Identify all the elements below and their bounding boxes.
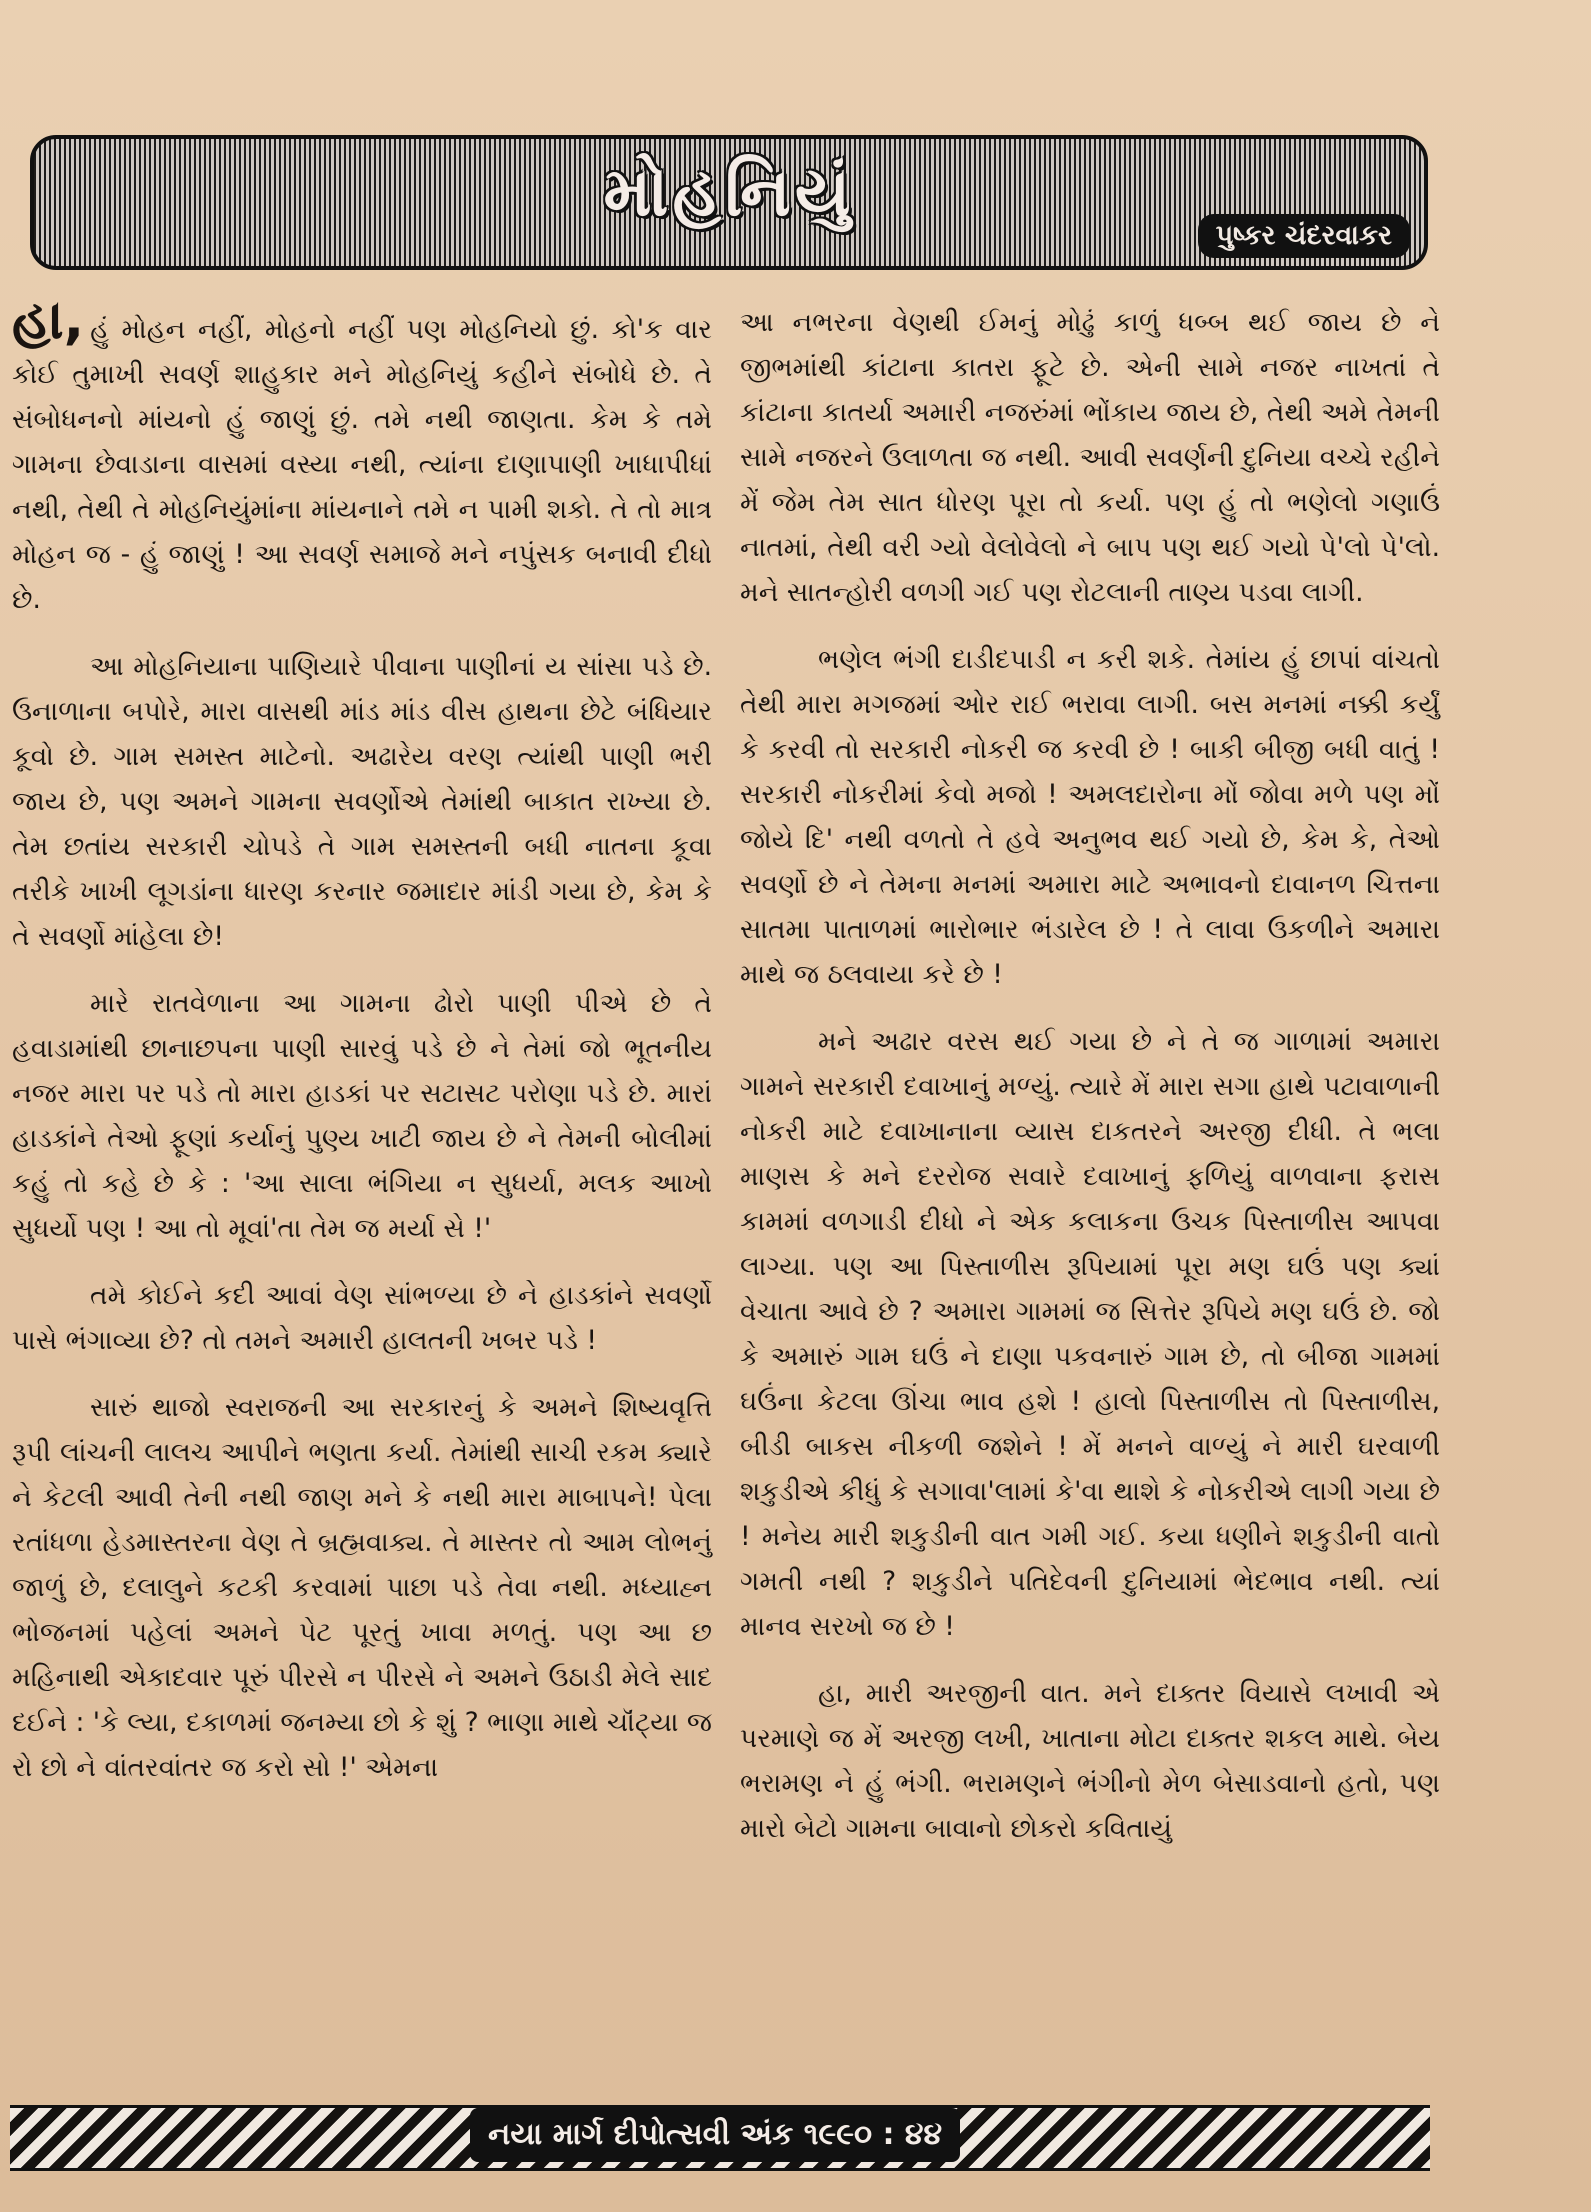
article-title: મોહનિયું (603, 153, 855, 232)
footer-band (10, 2105, 1430, 2171)
title-banner (30, 135, 1428, 270)
footer-label: નયા માર્ગ દીપોત્સવી અંક ૧૯૯૦ : ૪૪ (470, 2108, 960, 2162)
paragraph: હા, હું મોહન નહીં, મોહનો નહીં પણ મોહનિયો છું. કો'ક વાર કોઈ તુમાખી સવર્ણ શાહુકાર મને મોહનિયું કહીને સંબોધે છે. તે સંબોધનનો માંયનો હું જાણું છું. તમે નથી જાણતા. કેમ કે તમે ગામના છેવાડાના વાસમાં વસ્યા નથી, ત્યાંના દાણાપાણી ખાધાપીધાં નથી, તેથી તે મોહનિયુંમાંના માંયનાને તમે ન પામી શકો. તે તો માત્ર મોહન જ - હું જાણું ! આ સવર્ણ સમાજે મને નપુંસક બનાવી દીધો છે. (12, 288, 712, 615)
paragraph: તમે કોઈને કદી આવાં વેણ સાંભળ્યા છે ને હાડકાંને સવર્ણો પાસે ભંગાવ્યા છે? તો તમને અમારી હાલતની ખબર પડે ! (12, 1280, 712, 1356)
left-column (12, 288, 712, 1812)
author-name: પુષ્કર ચંદરવાકર (1198, 214, 1410, 258)
paragraph: સારું થાજો સ્વરાજની આ સરકારનું કે અમને શિષ્યવૃત્તિ રૂપી લાંચની લાલચ આપીને ભણતા કર્યા. તેમાંથી સાચી રકમ ક્યારે ને કેટલી આવી તેની નથી જાણ મને કે નથી મારા માબાપને! પેલા રતાંધળા હેડમાસ્તરના વેણ તે બ્રહ્મવાક્ય. તે માસ્તર તો આમ લોભનું જાળું છે, દલાલુને કટકી કરવામાં પાછા પડે તેવા નથી. મધ્યાહ્ન ભોજનમાં પહેલાં અમને પેટ પૂરતું ખાવા મળતું. પણ આ છ મહિનાથી એકાદવાર પૂરું પીરસે ન પીરસે ને અમને ઉઠાડી મેલે સાદ દઈને : 'કે લ્યા, દકાળમાં જનમ્યા છો કે શું ? ભાણા માથે ચૉંટ્યા જ રો છો ને વાંતરવાંતર જ કરો સો !' એમના (12, 1392, 712, 1783)
paragraph: મને અઢાર વરસ થઈ ગયા છે ને તે જ ગાળામાં અમારા ગામને સરકારી દવાખાનું મળ્યું. ત્યારે મેં મારા સગા હાથે પટાવાળાની નોકરી માટે દવાખાનાના વ્યાસ દાકતરને અરજી દીધી. તે ભલા માણસ કે મને દરરોજ સવારે દવાખાનું ફળિયું વાળવાના ફરાસ કામમાં વળગાડી દીધો ને એક કલાકના ઉચક પિસ્તાળીસ આપવા લાગ્યા. પણ આ પિસ્તાળીસ રૂપિયામાં પૂરા મણ ઘઉં પણ ક્યાં વેચાતા આવે છે ? અમારા ગામમાં જ સિત્તેર રૂપિયે મણ ઘઉં છે. જો કે અમારું ગામ ઘઉં ને દાણા પકવનારું ગામ છે, તો બીજા ગામમાં ઘઉંના કેટલા ઊંચા ભાવ હશે ! હાલો પિસ્તાળીસ તો પિસ્તાળીસ, બીડી બાકસ નીકળી જશેને ! મેં મનને વાળ્યું ને મારી ઘરવાળી શકુડીએ કીધું કે સગાવા'લામાં કે'વા થાશે કે નોકરીએ લાગી ગયા છે ! મનેય મારી શકુડીની વાત ગમી ગઈ. કયા ધણીને શકુડીની વાતો ગમતી નથી ? શકુડીને પતિદેવની દુનિયામાં ભેદભાવ નથી. ત્યાં માનવ સરખો જ છે ! (740, 1026, 1440, 1642)
paragraph: આ મોહનિયાના પાણિયારે પીવાના પાણીનાં ય સાંસા પડે છે. ઉનાળાના બપોરે, મારા વાસથી માંડ માંડ વીસ હાથના છેટે બંધિયાર કૂવો છે. ગામ સમસ્ત માટેનો. અઢારેય વરણ ત્યાંથી પાણી ભરી જાય છે, પણ અમને ગામના સવર્ણોએ તેમાંથી બાકાત રાખ્યા છે. તેમ છતાંય સરકારી ચોપડે તે ગામ સમસ્તની બધી નાતના કૂવા તરીકે ખાખી લૂગડાંના ધારણ કરનાર જમાદાર માંડી ગયા છે, કેમ કે તે સવર્ણો માંહેલા છે! (12, 651, 712, 952)
paragraph: મારે રાતવેળાના આ ગામના ઢોરો પાણી પીએ છે તે હવાડામાંથી છાનાછપના પાણી સારવું પડે છે ને તેમાં જો ભૂતનીય નજર મારા પર પડે તો મારા હાડકાં પર સટાસટ પરોણા પડે છે. મારાં હાડકાંને તેઓ ફૂણાં કર્યાનું પુણ્ય ખાટી જાય છે ને તેમની બોલીમાં કહું તો કહે છે કે : 'આ સાલા ભંગિયા ન સુધર્યા, મલક આખો સુધર્યો પણ ! આ તો મૂવાં'તા તેમ જ મર્યા સે !' (12, 988, 712, 1244)
drop-cap: હા, (12, 288, 85, 351)
right-column (740, 300, 1440, 1873)
paragraph: ભણેલ ભંગી દાડીદપાડી ન કરી શકે. તેમાંય હું છાપાં વાંચતો તેથી મારા મગજમાં ઓર રાઈ ભરાવા લાગી. બસ મનમાં નક્કી કર્યું કે કરવી તો સરકારી નોકરી જ કરવી છે ! બાકી બીજી બધી વાતું ! સરકારી નોકરીમાં કેવો મજો ! અમલદારોના મોં જોવા મળે પણ મોં જોયે દિ' નથી વળતો તે હવે અનુભવ થઈ ગયો છે, કેમ કે, તેઓ સવર્ણો છે ને તેમના મનમાં અમારા માટે અભાવનો દાવાનળ ચિત્તના સાતમા પાતાળમાં ભારોભાર ભંડારેલ છે ! તે લાવા ઉકળીને અમારા માથે જ ઠલવાયા કરે છે ! (740, 644, 1440, 990)
paragraph: આ નભરના વેણથી ઈમનું મોઢું કાળું ધબ્બ થઈ જાય છે ને જીભમાંથી કાંટાના કાતરા ફૂટે છે. એની સામે નજર નાખતાં તે કાંટાના કાતર્યા અમારી નજરુંમાં ભોંકાય જાય છે, તેથી અમે તેમની સામે નજરને ઉલાળતા જ નથી. આવી સવર્ણની દુનિયા વચ્ચે રહીને મેં જેમ તેમ સાત ધોરણ પૂરા તો કર્યા. પણ હું તો ભણેલો ગણાઉં નાતમાં, તેથી વરી ગ્યો વેલોવેલો ને બાપ પણ થઈ ગયો પે'લો પે'લો. મને સાતન્હોરી વળગી ગઈ પણ રોટલાની તાણ્ય પડવા લાગી. (740, 307, 1440, 608)
paragraph: હા, મારી અરજીની વાત. મને દાક્તર વિયાસે લખાવી એ પરમાણે જ મેં અરજી લખી, ખાતાના મોટા દાક્તર શકલ માથે. બેય ભરામણ ને હું ભંગી. ભરામણને ભંગીનો મેળ બેસાડવાનો હતો, પણ મારો બેટો ગામના બાવાનો છોકરો કવિતાયું (740, 1678, 1440, 1844)
